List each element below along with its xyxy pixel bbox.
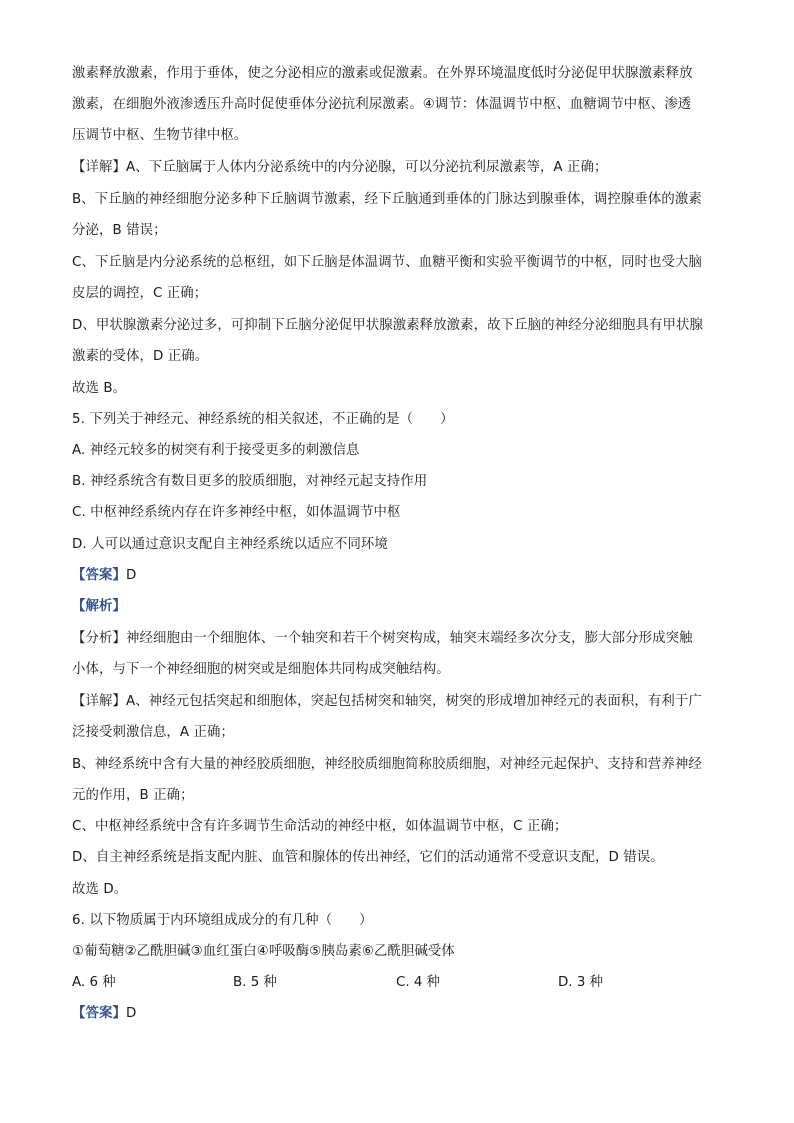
q4-detail-a bbox=[72, 158, 732, 178]
q5-option-c: C. 中枢神经系统内存在许多神经中枢，如体温调节中枢 bbox=[72, 505, 401, 520]
q6-option-d: D. 3 种 bbox=[558, 975, 603, 990]
q4-detail-b-1: B、下丘脑的神经细胞分泌多种下丘脑调节激素，经下丘脑通到垂体的门脉达到腺垂体，调控腺垂体的激素 bbox=[72, 192, 702, 207]
detail-tag: 【详解】 bbox=[72, 160, 126, 175]
q5-fenxi-1-text: 神经细胞由一个细胞体、一个轴突和若干个树突构成，轴突末端经多次分支，膨大部分形成突触 bbox=[125, 631, 693, 646]
q6-answer bbox=[72, 1004, 732, 1024]
answer-tag: 【答案】 bbox=[72, 1006, 126, 1021]
intro-line-3: 压调节中枢、生物节律中枢。 bbox=[72, 128, 248, 143]
q6-option-c: C. 4 种 bbox=[396, 975, 441, 990]
fenxi-tag: 【分析】 bbox=[72, 631, 126, 646]
q5-detail-a-1-text: A、神经元包括突起和细胞体，突起包括树突和轴突，树突的形成增加神经元的表面积，有利于广 bbox=[125, 694, 702, 709]
q4-detail-c-2: 皮层的调控，C 正确； bbox=[72, 286, 208, 301]
intro-line-1: 激素释放激素，作用于垂体，使之分泌相应的激素或促激素。在外界环境温度低时分泌促甲状腺激素释放 bbox=[72, 66, 693, 81]
q6-option-b: B. 5 种 bbox=[233, 975, 277, 990]
q5-detail-d: D、自主神经系统是指支配内脏、血管和腺体的传出神经，它们的活动通常不受意识支配，D 错误。 bbox=[72, 850, 664, 865]
q4-detail-d-1: D、甲状腺激素分泌过多，可抑制下丘脑分泌促甲状腺激素释放激素，故下丘脑的神经分泌细胞具有甲状腺 bbox=[72, 318, 703, 333]
q5-detail-b-1: B、神经系统中含有大量的神经胶质细胞，神经胶质细胞简称胶质细胞，对神经元起保护、支持和营养神经 bbox=[72, 757, 702, 772]
q5-detail-a-2: 泛接受刺激信息，A 正确； bbox=[72, 725, 235, 740]
q5-answer bbox=[72, 566, 732, 586]
q5-detail-a-1 bbox=[72, 692, 732, 712]
q5-fenxi-1 bbox=[72, 629, 732, 649]
q5-detail-c: C、中枢神经系统中含有许多调节生命活动的神经中枢，如体温调节中枢，C 正确； bbox=[72, 819, 568, 834]
answer-tag: 【答案】 bbox=[72, 568, 126, 583]
q5-choice: 故选 D。 bbox=[72, 882, 128, 897]
q4-detail-a-text: A、下丘脑属于人体内分泌系统中的内分泌腺，可以分泌抗利尿激素等，A 正确； bbox=[125, 160, 608, 175]
q5-fenxi-2: 小体，与下一个神经细胞的树突或是细胞体共同构成突触结构。 bbox=[72, 662, 450, 677]
intro-line-2: 激素，在细胞外液渗透压升高时促使垂体分泌抗利尿激素。④调节：体温调节中枢、血糖调节中枢、渗透 bbox=[72, 97, 692, 112]
q5-analysis-heading bbox=[72, 597, 732, 617]
q5-option-b: B. 神经系统含有数目更多的胶质细胞，对神经元起支持作用 bbox=[72, 474, 428, 489]
analysis-tag: 【解析】 bbox=[72, 599, 126, 614]
q4-detail-b-2: 分泌，B 错误； bbox=[72, 223, 167, 238]
answer-value: D bbox=[125, 1006, 137, 1021]
q5-detail-b-2: 元的作用，B 正确； bbox=[72, 788, 194, 803]
detail-tag: 【详解】 bbox=[72, 694, 126, 709]
q5-option-d: D. 人可以通过意识支配自主神经系统以适应不同环境 bbox=[72, 537, 388, 552]
q5-stem: 5. 下列关于神经元、神经系统的相关叙述，不正确的是（ ） bbox=[72, 412, 454, 427]
q6-items: ①葡萄糖②乙酰胆碱③血红蛋白④呼吸酶⑤胰岛素⑥乙酰胆碱受体 bbox=[72, 944, 455, 959]
q6-stem: 6. 以下物质属于内环境组成成分的有几种（ ） bbox=[72, 913, 373, 928]
q4-choice: 故选 B。 bbox=[72, 381, 127, 396]
q5-option-a: A. 神经元较多的树突有利于接受更多的刺激信息 bbox=[72, 443, 360, 458]
q4-detail-c-1: C、下丘脑是内分泌系统的总枢纽，如下丘脑是体温调节、血糖平衡和实验平衡调节的中枢，同时也受大脑 bbox=[72, 255, 703, 270]
q4-detail-d-2: 激素的受体，D 正确。 bbox=[72, 349, 209, 364]
q6-option-a: A. 6 种 bbox=[72, 975, 116, 990]
answer-value: D bbox=[125, 568, 137, 583]
